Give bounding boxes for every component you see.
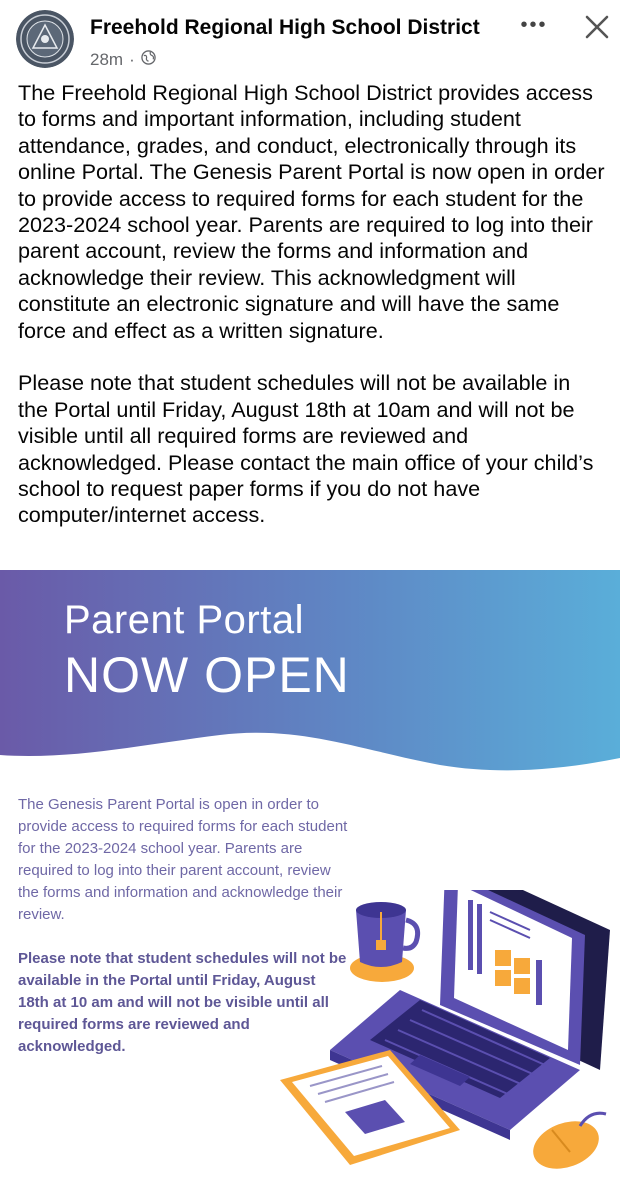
globe-icon [141, 50, 156, 70]
meta-separator: · [129, 50, 135, 69]
mouse-icon [527, 1113, 606, 1178]
post-paragraph-2: Please note that student schedules will not be available in the Portal until Friday, August 18th at 10am and will not be visible until all required forms are reviewed and acknowledged. Please contact the main office of your child’s school to request paper forms if you do not have computer/internet access. [18, 370, 594, 528]
laptop-illustration [270, 890, 620, 1200]
post-time[interactable]: 28m [90, 50, 124, 69]
post-paragraph-1: The Freehold Regional High School District provides access to forms and important information, including student attendance, grades, and conduct, electronically through its online Portal. The Genesis Parent Portal is now open in order to provide access to required forms for each student for the 2023-2024 school year. Parents are required to log into their parent account, review the forms and information and acknowledge their review. This acknowledgment will constitute an electronic signature and will have the same force and effect as a written signature. [18, 80, 605, 343]
cup-icon [350, 902, 418, 982]
post-header [0, 0, 620, 80]
avatar[interactable] [16, 10, 74, 68]
more-options-button[interactable] [514, 10, 554, 40]
banner-title-line1: Parent Portal [64, 598, 304, 642]
page-name[interactable]: Freehold Regional High School District [90, 16, 480, 39]
post-text [18, 80, 606, 529]
graphic-note-text: Please note that student schedules will not be available in the Portal until Friday, August 18th at 10 am and will not be visible until all required forms are reviewed and acknowledged. [18, 950, 347, 1055]
graphic-body-text: The Genesis Parent Portal is open in order to provide access to required forms for each student for the 2023-2024 school year. Parents are required to log into their parent account, review the forms and information and acknowledge their review. [18, 796, 348, 923]
more-options-icon: ••• [520, 13, 548, 36]
post-image[interactable] [0, 570, 620, 1200]
post-meta [90, 50, 156, 70]
close-button[interactable] [582, 12, 612, 42]
close-icon [582, 12, 612, 42]
banner-title-line2: NOW OPEN [64, 647, 350, 703]
